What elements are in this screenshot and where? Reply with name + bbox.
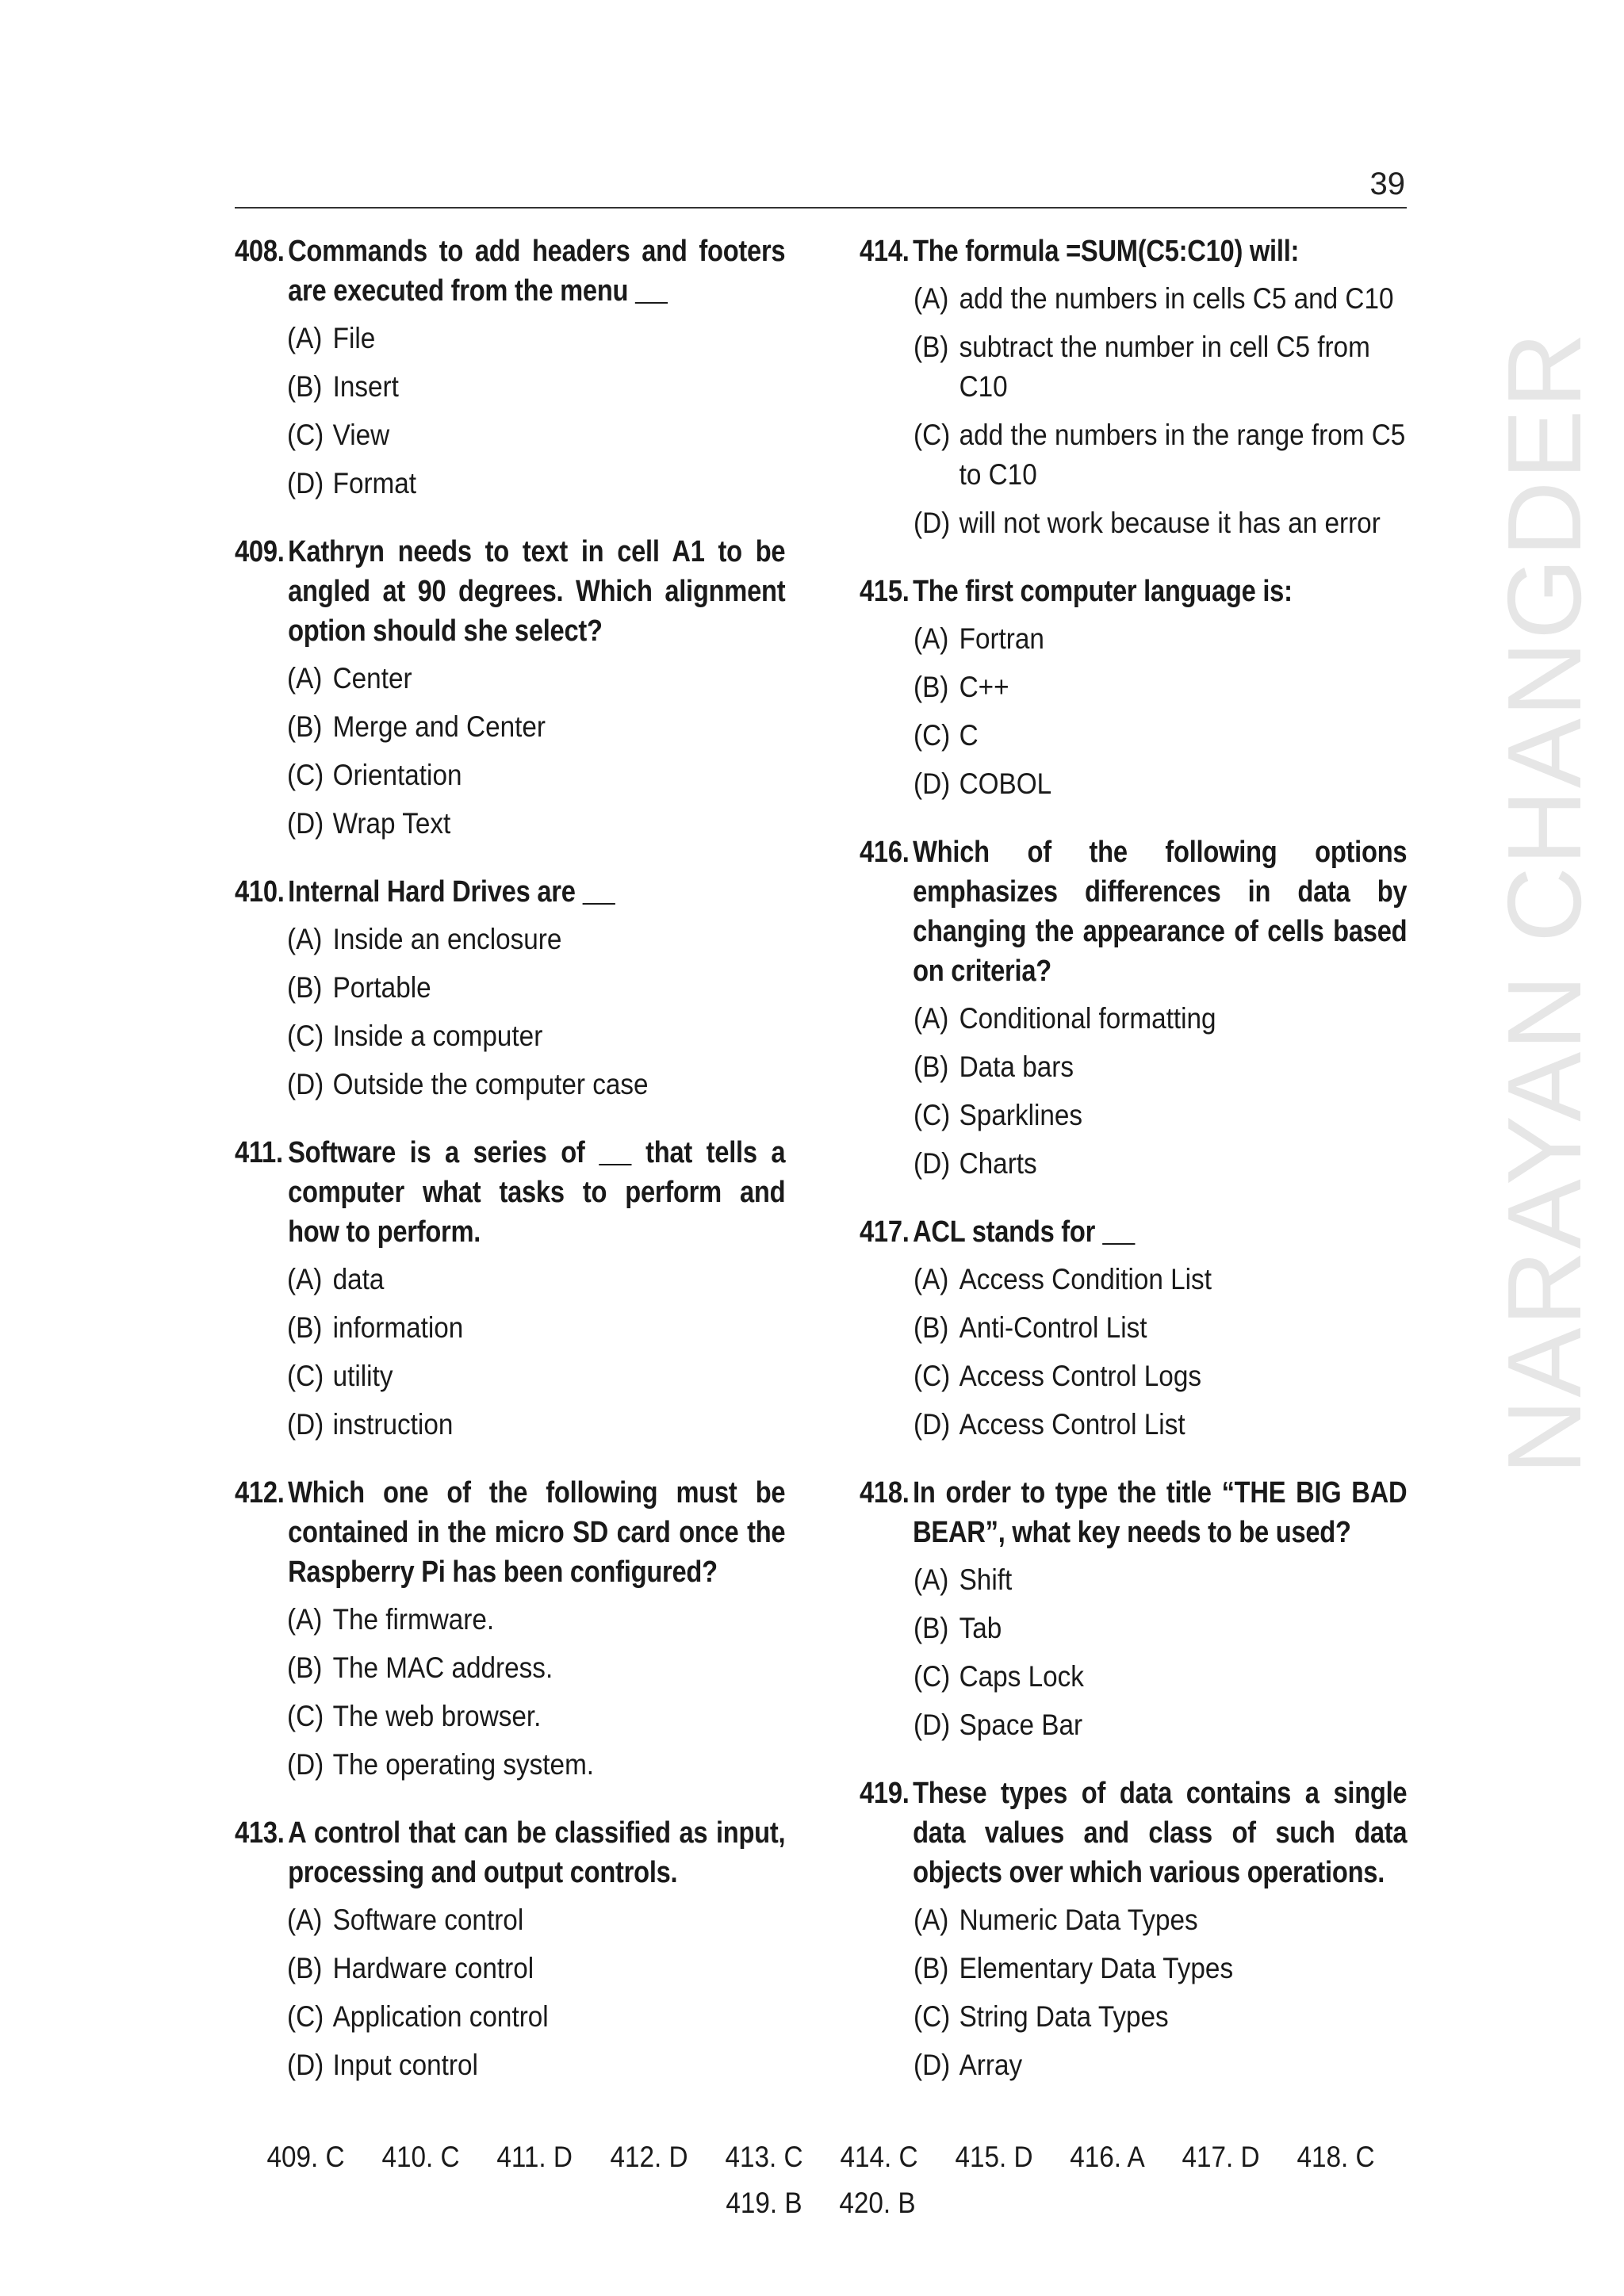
- option-item: [914, 1047, 1408, 1087]
- option-text: Access Control Logs: [959, 1360, 1201, 1392]
- question-stem: A control that can be classified as input, processing and output controls.: [288, 1816, 786, 1889]
- option-letter: (C): [914, 1660, 951, 1693]
- question-number: 408.: [235, 235, 285, 268]
- option-item: [914, 503, 1408, 543]
- option-item: [287, 1016, 786, 1056]
- question-stem: The formula =SUM(C5:C10) will:: [913, 235, 1300, 268]
- option-item: [914, 279, 1408, 319]
- option-letter: (D): [287, 1748, 324, 1781]
- option-item: [914, 716, 1408, 756]
- option-item: [287, 968, 786, 1008]
- option-letter: (A): [287, 923, 323, 955]
- option-item: [914, 1260, 1408, 1299]
- header-rule: [235, 207, 1407, 209]
- option-item: [287, 804, 786, 844]
- option-text: Access Control List: [959, 1408, 1185, 1441]
- option-letter: (D): [287, 2049, 324, 2081]
- option-item: [914, 1705, 1408, 1745]
- option-text: information: [332, 1311, 464, 1344]
- answer-key-item: 420. B: [839, 2187, 916, 2219]
- option-item: [287, 1648, 786, 1688]
- option-letter: (A): [914, 1002, 949, 1035]
- option-text: add the numbers in cells C5 and C10: [959, 282, 1394, 315]
- option-text: Tab: [959, 1612, 1002, 1644]
- answer-key-item: 415. D: [955, 2141, 1033, 2173]
- option-text: Input control: [332, 2049, 478, 2081]
- option-item: [287, 1949, 786, 1988]
- option-item: [287, 920, 786, 959]
- option-letter: (C): [914, 1099, 951, 1131]
- option-letter: (A): [287, 662, 323, 695]
- question-text: [235, 1813, 785, 1892]
- option-list: [235, 1900, 787, 2085]
- question-body: [288, 1473, 785, 1592]
- question-411: [235, 1133, 787, 1445]
- option-list: [235, 1600, 787, 1785]
- option-letter: (C): [287, 419, 324, 451]
- option-letter: (A): [914, 1563, 949, 1596]
- option-letter: (D): [914, 767, 951, 800]
- question-stem-continued: that tells a computer what tasks to perform and how to perform.: [288, 1136, 786, 1249]
- question-text: [235, 532, 785, 651]
- option-letter: (B): [914, 1952, 949, 1984]
- option-item: [287, 1405, 786, 1445]
- option-item: [914, 1997, 1408, 2037]
- option-letter: (C): [914, 2000, 951, 2033]
- fill-in-blank: [599, 1163, 631, 1165]
- option-text: Elementary Data Types: [959, 1952, 1234, 1984]
- option-item: [914, 1144, 1408, 1184]
- option-text: Merge and Center: [332, 710, 546, 743]
- question-body: [288, 232, 785, 311]
- question-text: [235, 872, 785, 912]
- question-body: [913, 572, 1407, 611]
- option-letter: (C): [287, 2000, 324, 2033]
- option-item: [287, 2045, 786, 2085]
- option-text: Center: [332, 662, 412, 695]
- question-419: [860, 1774, 1408, 2085]
- option-letter: (A): [914, 282, 949, 315]
- option-letter: (D): [914, 1709, 951, 1741]
- answer-key-item: 416. A: [1069, 2141, 1145, 2173]
- question-number: 418.: [860, 1476, 910, 1510]
- question-text: [860, 232, 1407, 271]
- question-stem: These types of data contains a single data values and class of such data objects over which various operations.: [913, 1777, 1408, 1889]
- question-number: 419.: [860, 1777, 910, 1810]
- fill-in-blank: [1102, 1242, 1135, 1245]
- option-letter: (B): [287, 1651, 323, 1684]
- option-item: [287, 1900, 786, 1940]
- question-body: [913, 832, 1407, 991]
- left-column: [235, 232, 787, 2114]
- option-text: Inside a computer: [332, 1020, 543, 1052]
- option-letter: (B): [287, 710, 323, 743]
- option-item: [287, 464, 786, 503]
- option-text: data: [332, 1263, 385, 1295]
- option-item: [914, 1609, 1408, 1648]
- option-text: utility: [332, 1360, 393, 1392]
- question-body: [913, 1774, 1407, 1892]
- option-letter: (D): [914, 507, 951, 539]
- fill-in-blank: [635, 301, 668, 304]
- question-number: 411.: [235, 1136, 283, 1169]
- option-text: Hardware control: [332, 1952, 534, 1984]
- option-letter: (A): [287, 322, 323, 354]
- question-stem: In order to type the title “THE BIG BAD BEAR”, what key needs to be used?: [913, 1476, 1408, 1549]
- option-letter: (B): [287, 971, 323, 1004]
- option-letter: (D): [914, 1147, 951, 1180]
- option-letter: (A): [914, 622, 949, 655]
- question-number: 417.: [860, 1215, 910, 1249]
- option-text: Anti-Control List: [959, 1311, 1147, 1344]
- option-list: [860, 1900, 1408, 2085]
- question-body: [913, 1473, 1407, 1552]
- option-text: The web browser.: [332, 1700, 542, 1732]
- option-letter: (C): [914, 1360, 951, 1392]
- option-text: C++: [959, 671, 1009, 703]
- option-item: [914, 668, 1408, 707]
- question-number: 409.: [235, 535, 285, 568]
- answer-key-item: 409. C: [266, 2141, 345, 2173]
- answer-key-item: 418. C: [1297, 2141, 1375, 2173]
- option-text: Fortran: [959, 622, 1044, 655]
- question-number: 410.: [235, 875, 285, 909]
- option-letter: (D): [287, 1408, 324, 1441]
- option-item: [914, 415, 1408, 495]
- answer-key-item: 411. D: [496, 2141, 573, 2173]
- option-letter: (B): [914, 1612, 949, 1644]
- question-stem: Software is a series of: [288, 1136, 585, 1169]
- right-column: [860, 232, 1408, 2114]
- question-413: [235, 1813, 787, 2085]
- question-stem: Which of the following options emphasizes differences in data by changing the appearance of cells based on criteria?: [913, 836, 1408, 988]
- option-item: [287, 1260, 786, 1299]
- option-letter: (C): [287, 1360, 324, 1392]
- question-stem: Internal Hard Drives are: [288, 875, 576, 909]
- option-item: [914, 1357, 1408, 1396]
- question-410: [235, 872, 787, 1104]
- question-412: [235, 1473, 787, 1785]
- option-item: [914, 327, 1408, 407]
- option-item: [914, 1560, 1408, 1600]
- option-list: [860, 1260, 1408, 1445]
- option-text: Charts: [959, 1147, 1037, 1180]
- option-text: Caps Lock: [959, 1660, 1084, 1693]
- question-text: [235, 232, 785, 311]
- question-body: [288, 532, 785, 651]
- option-item: [287, 659, 786, 698]
- question-text: [860, 1212, 1407, 1252]
- question-text: [235, 1473, 785, 1592]
- option-text: Numeric Data Types: [959, 1904, 1198, 1936]
- option-text: Application control: [332, 2000, 549, 2033]
- question-body: [913, 232, 1407, 271]
- option-text: Access Condition List: [959, 1263, 1212, 1295]
- option-item: [914, 2045, 1408, 2085]
- option-item: [287, 1745, 786, 1785]
- option-letter: (C): [287, 1020, 324, 1052]
- option-text: View: [332, 419, 390, 451]
- option-letter: (B): [914, 1311, 949, 1344]
- question-stem: Kathryn needs to text in cell A1 to be angled at 90 degrees. Which alignment option should she select?: [288, 535, 786, 648]
- option-item: [914, 1657, 1408, 1697]
- answer-key-item: 414. C: [840, 2141, 918, 2173]
- option-letter: (A): [287, 1263, 323, 1295]
- answer-key-item: 410. C: [381, 2141, 460, 2173]
- option-letter: (A): [287, 1603, 323, 1636]
- option-list: [235, 920, 787, 1104]
- option-text: subtract the number in cell C5 from C10: [959, 331, 1370, 403]
- question-text: [860, 832, 1407, 991]
- question-text: [860, 1473, 1407, 1552]
- option-letter: (A): [914, 1263, 949, 1295]
- question-409: [235, 532, 787, 844]
- option-text: Wrap Text: [332, 807, 451, 840]
- option-item: [287, 1065, 786, 1104]
- option-list: [860, 619, 1408, 804]
- option-letter: (B): [287, 370, 323, 403]
- option-item: [287, 1357, 786, 1396]
- option-text: Conditional formatting: [959, 1002, 1216, 1035]
- option-item: [914, 1900, 1408, 1940]
- question-stem: Which one of the following must be contained in the micro SD card once the Raspberry Pi has been configured?: [288, 1476, 786, 1589]
- question-stem: The first computer language is:: [913, 575, 1293, 608]
- option-letter: (D): [914, 2049, 951, 2081]
- option-text: String Data Types: [959, 2000, 1169, 2033]
- option-letter: (B): [287, 1952, 323, 1984]
- option-text: Array: [959, 2049, 1023, 2081]
- option-list: [235, 1260, 787, 1445]
- option-text: Data bars: [959, 1050, 1074, 1083]
- answer-key-item: 419. B: [726, 2187, 802, 2219]
- option-text: The operating system.: [332, 1748, 595, 1781]
- option-letter: (C): [914, 719, 951, 752]
- option-item: [287, 707, 786, 747]
- question-text: [235, 1133, 785, 1252]
- option-text: COBOL: [959, 767, 1052, 800]
- option-letter: (D): [287, 467, 324, 499]
- question-number: 413.: [235, 1816, 285, 1850]
- fill-in-blank: [582, 902, 615, 905]
- option-letter: (D): [287, 807, 324, 840]
- option-item: [287, 756, 786, 795]
- answer-key-item: 417. D: [1182, 2141, 1260, 2173]
- option-list: [860, 999, 1408, 1184]
- question-stem: ACL stands for: [913, 1215, 1096, 1249]
- option-item: [914, 764, 1408, 804]
- option-text: Orientation: [332, 759, 462, 791]
- option-item: [914, 1405, 1408, 1445]
- option-letter: (B): [287, 1311, 323, 1344]
- option-item: [914, 1096, 1408, 1135]
- watermark: NARAYAN CHANGDER: [1486, 331, 1603, 1475]
- option-item: [287, 1600, 786, 1640]
- option-text: Inside an enclosure: [332, 923, 562, 955]
- answer-key: [235, 2134, 1407, 2226]
- option-letter: (B): [914, 331, 949, 363]
- option-item: [287, 1697, 786, 1736]
- question-body: [288, 1133, 785, 1252]
- option-letter: (A): [914, 1904, 949, 1936]
- question-body: [288, 1813, 785, 1892]
- option-letter: (B): [914, 671, 949, 703]
- option-letter: (D): [914, 1408, 951, 1441]
- option-letter: (C): [287, 759, 324, 791]
- option-list: [860, 279, 1408, 543]
- question-number: 414.: [860, 235, 910, 268]
- question-stem: Commands to add headers and footers are executed from the menu: [288, 235, 786, 308]
- question-414: [860, 232, 1408, 543]
- question-415: [860, 572, 1408, 804]
- option-letter: (D): [287, 1068, 324, 1100]
- question-body: [913, 1212, 1407, 1252]
- option-text: will not work because it has an error: [959, 507, 1381, 539]
- option-item: [287, 415, 786, 455]
- option-text: Insert: [332, 370, 399, 403]
- question-text: [860, 572, 1407, 611]
- option-text: The MAC address.: [332, 1651, 553, 1684]
- question-number: 415.: [860, 575, 910, 608]
- option-list: [860, 1560, 1408, 1745]
- option-text: Sparklines: [959, 1099, 1083, 1131]
- option-text: Format: [332, 467, 417, 499]
- option-text: Shift: [959, 1563, 1013, 1596]
- option-text: Outside the computer case: [332, 1068, 649, 1100]
- option-item: [914, 619, 1408, 659]
- option-item: [287, 367, 786, 407]
- option-item: [287, 1308, 786, 1348]
- option-text: File: [332, 322, 376, 354]
- option-letter: (C): [914, 419, 951, 451]
- option-text: Portable: [332, 971, 431, 1004]
- option-item: [287, 319, 786, 358]
- answer-key-item: 413. C: [725, 2141, 803, 2173]
- option-text: Software control: [332, 1904, 524, 1936]
- option-item: [914, 1308, 1408, 1348]
- answer-key-item: 412. D: [610, 2141, 688, 2173]
- question-417: [860, 1212, 1408, 1445]
- option-list: [235, 319, 787, 503]
- question-408: [235, 232, 787, 503]
- question-body: [288, 872, 785, 912]
- question-416: [860, 832, 1408, 1184]
- option-list: [235, 659, 787, 844]
- option-letter: (A): [287, 1904, 323, 1936]
- option-text: instruction: [332, 1408, 454, 1441]
- option-letter: (B): [914, 1050, 949, 1083]
- option-text: C: [959, 719, 979, 752]
- option-text: add the numbers in the range from C5 to C10: [959, 419, 1406, 491]
- option-text: The firmware.: [332, 1603, 495, 1636]
- option-item: [287, 1997, 786, 2037]
- question-text: [860, 1774, 1407, 1892]
- option-item: [914, 1949, 1408, 1988]
- question-number: 416.: [860, 836, 910, 869]
- option-text: Space Bar: [959, 1709, 1083, 1741]
- question-number: 412.: [235, 1476, 285, 1510]
- question-418: [860, 1473, 1408, 1745]
- option-letter: (C): [287, 1700, 324, 1732]
- option-item: [914, 999, 1408, 1039]
- page-number: 39: [1369, 166, 1405, 201]
